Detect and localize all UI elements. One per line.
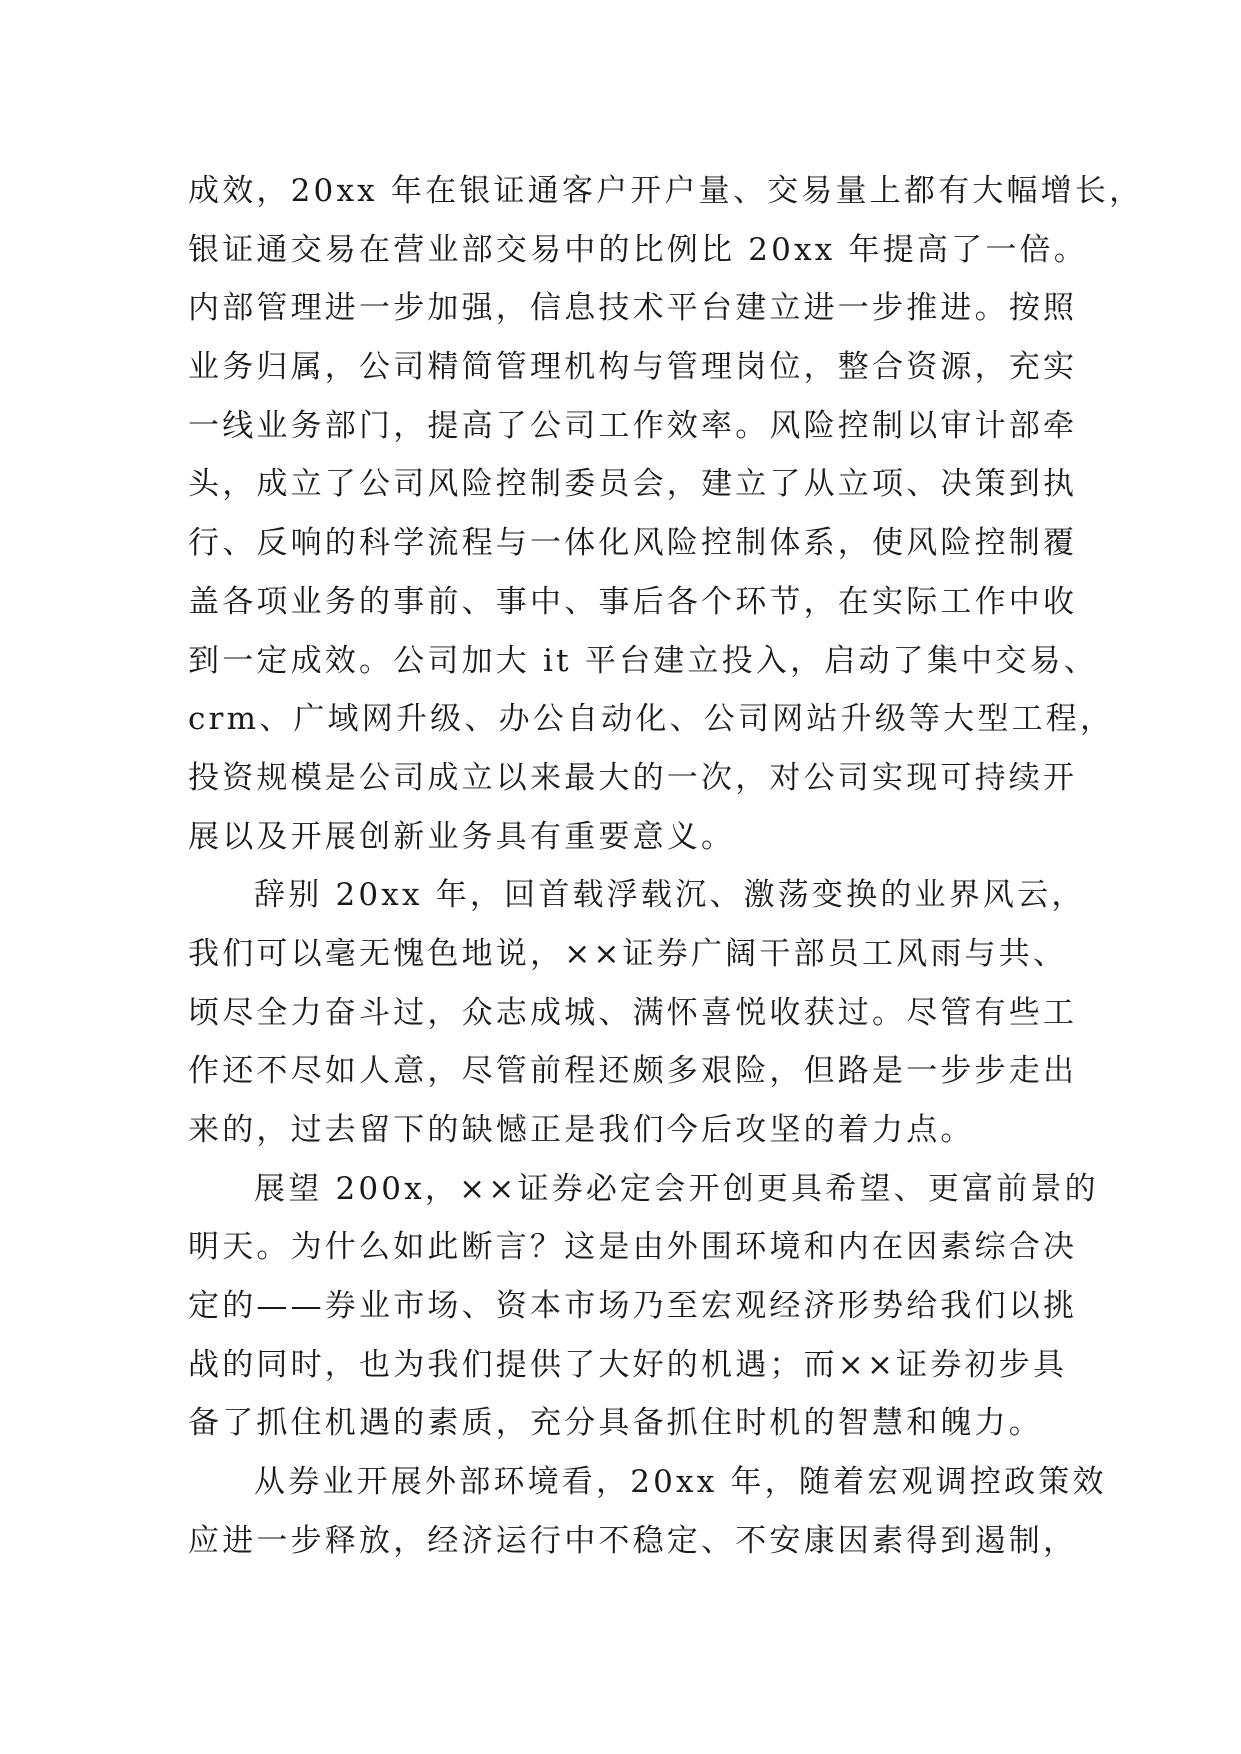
text-line: 到一定成效。公司加大 it 平台建立投入，启动了集中交易、	[188, 642, 1098, 679]
text-line: crm、广域网升级、办公自动化、公司网站升级等大型工程，	[188, 701, 1115, 738]
text-line: 明天。为什么如此断言？这是由外围环境和内在因素综合决	[188, 1229, 1078, 1266]
text-line: 一线业务部门，提高了公司工作效率。风险控制以审计部牵	[188, 407, 1078, 444]
text-line: 内部管理进一步加强，信息技术平台建立进一步推进。按照	[188, 290, 1078, 327]
text-line: 头，成立了公司风险控制委员会，建立了从立项、决策到执	[188, 466, 1078, 503]
text-line: 行、反响的科学流程与一体化风险控制体系，使风险控制覆	[188, 525, 1078, 562]
text-line: 战的同时，也为我们提供了大好的机遇；而××证券初步具	[188, 1346, 1068, 1383]
text-line: 盖各项业务的事前、事中、事后各个环节，在实际工作中收	[188, 583, 1078, 620]
paragraph-start-line: 辞别 20xx 年，回首载浮载沉、激荡变换的业界风云，	[254, 877, 1086, 914]
text-line: 顷尽全力奋斗过，众志成城、满怀喜悦收获过。尽管有些工	[188, 994, 1078, 1031]
text-line: 投资规模是公司成立以来最大的一次，对公司实现可持续开	[188, 759, 1078, 796]
text-line: 成效，20xx 年在银证通客户开户量、交易量上都有大幅增长，	[188, 173, 1144, 209]
text-line: 作还不尽如人意，尽管前程还颇多艰险，但路是一步步走出	[188, 1053, 1078, 1090]
text-line: 展以及开展创新业务具有重要意义。	[188, 818, 736, 855]
text-line: 来的，过去留下的缺憾正是我们今后攻坚的着力点。	[188, 1112, 975, 1148]
paragraph-start-line: 从券业开展外部环境看，20xx 年，随着宏观调控政策效	[254, 1464, 1107, 1501]
text-line: 应进一步释放，经济运行中不稳定、不安康因素得到遏制，	[188, 1522, 1078, 1559]
paragraph-start-line: 展望 200x，××证券必定会开创更具希望、更富前景的	[254, 1170, 1099, 1207]
text-line: 业务归属，公司精简管理机构与管理岗位，整合资源，充实	[188, 349, 1078, 386]
body-text	[188, 162, 1144, 1571]
text-line: 银证通交易在营业部交易中的比例比 20xx 年提高了一倍。	[188, 231, 1088, 268]
text-line: 备了抓住机遇的素质，充分具备抓住时机的智慧和魄力。	[188, 1405, 1043, 1442]
text-line: 我们可以毫无愧色地说，××证券广阔干部员工风雨与共、	[188, 935, 1068, 972]
text-line: 定的——券业市场、资本市场乃至宏观经济形势给我们以挑	[188, 1288, 1078, 1325]
